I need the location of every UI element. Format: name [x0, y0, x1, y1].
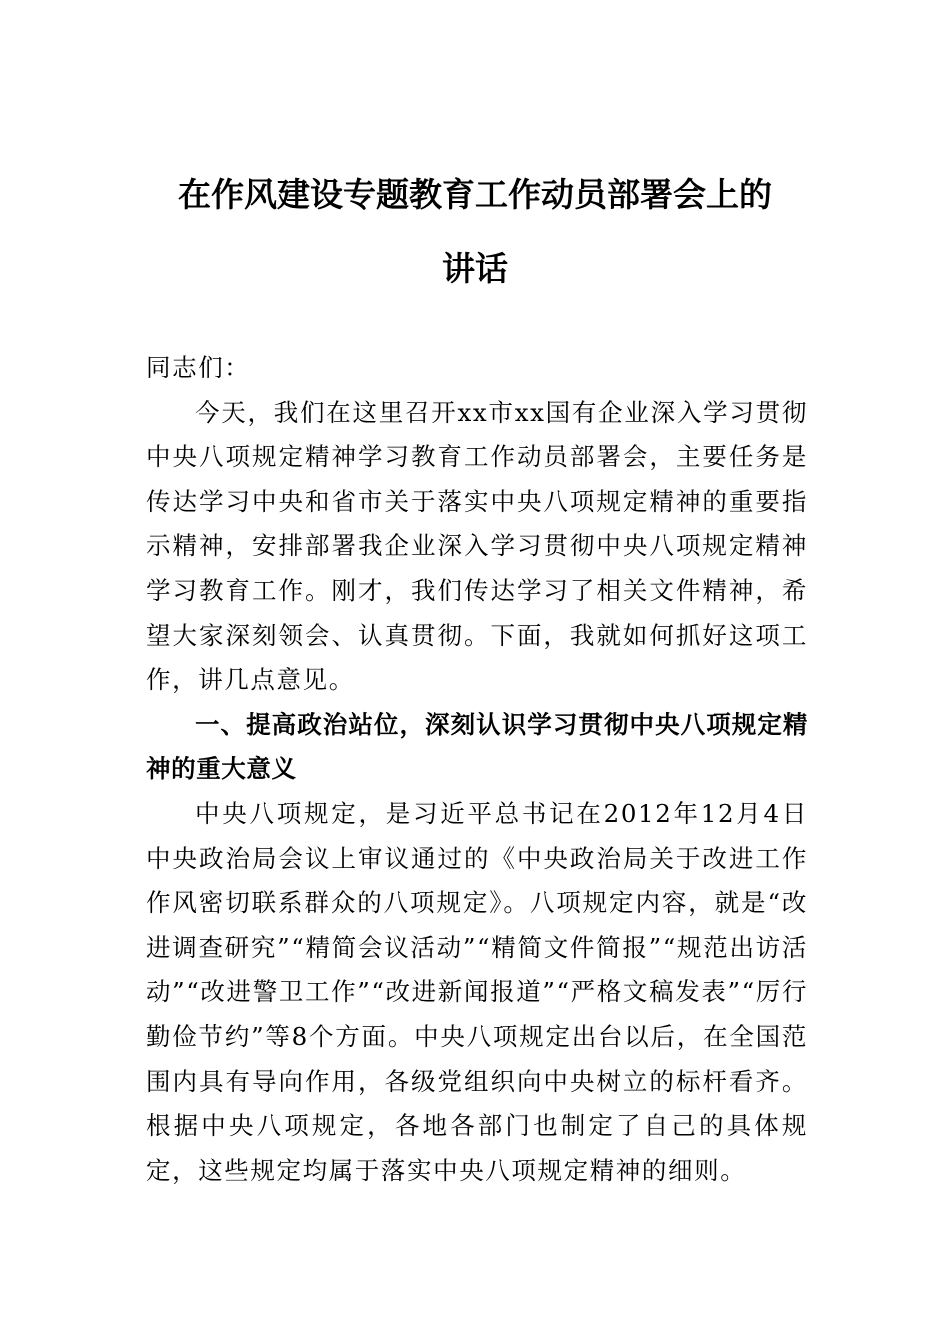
paragraph-eight-rules: 中央八项规定，是习近平总书记在2012年12月4日中央政治局会议上审议通过的《中央政治局关于改进工作作风密切联系群众的八项规定》。八项规定内容，就是“改进调查研究”“精简会议活动”“精简文件简报”“规范出访活动”“改进警卫工作”“改进新闻报道”“严格文稿发表”“厉行勤俭节约”等8个方面。中央八项规定出台以后，在全国范围内具有导向作用，各级党组织向中央树立的标杆看齐。根据中央八项规定，各地各部门也制定了自己的具体规定，这些规定均属于落实中央八项规定精神的细则。	[146, 798, 808, 1185]
salutation: 同志们：	[146, 353, 251, 382]
paragraph-opening: 今天，我们在这里召开xx市xx国有企业深入学习贯彻中央八项规定精神学习教育工作动员部署会，主要任务是传达学习中央和省市关于落实中央八项规定精神的重要指示精神，安排部署我企业深入学习贯彻中央八项规定精神学习教育工作。刚才，我们传达学习了相关文件精神，希望大家深刻领会、认真贯彻。下面，我就如何抓好这项工作，讲几点意见。	[146, 397, 808, 695]
title-line-2: 讲话	[442, 249, 508, 288]
title-line-1: 在作风建设专题教育工作动员部署会上的	[178, 175, 772, 214]
section-heading-1: 一、提高政治站位，深刻认识学习贯彻中央八项规定精神的重大意义	[146, 709, 808, 784]
document-title	[140, 158, 810, 306]
document-body	[146, 346, 808, 1193]
